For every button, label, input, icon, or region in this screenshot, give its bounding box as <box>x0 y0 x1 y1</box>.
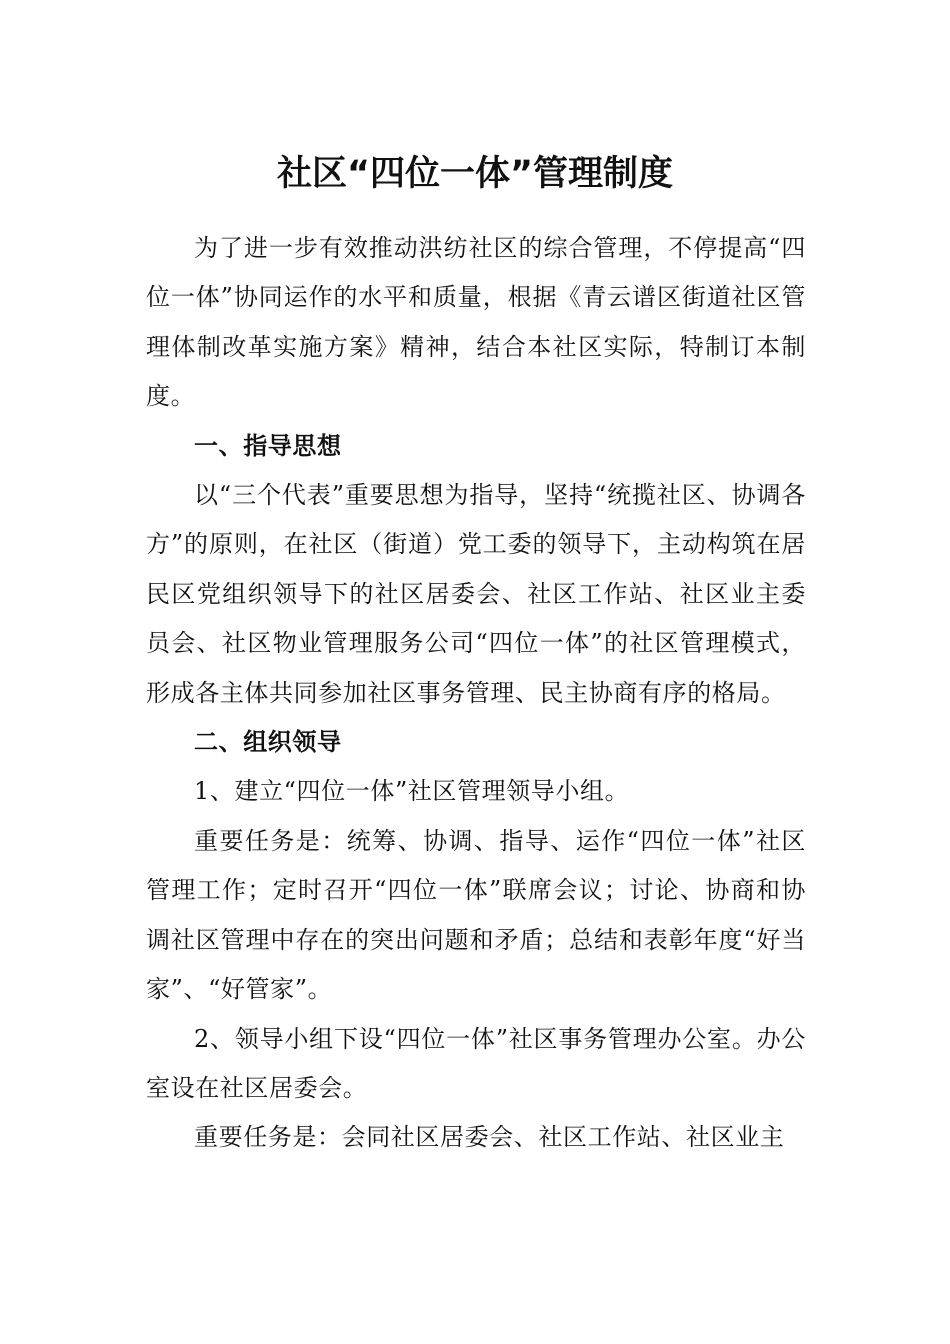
section-heading-guiding-thought: 一、指导思想 <box>194 431 342 460</box>
document-title: 社区“四位一体”管理制度 <box>276 154 673 194</box>
section-heading-organization: 二、组织领导 <box>194 728 342 757</box>
item-2-paragraph: 2、领导小组下设“四位一体”社区事务管理办公室。办公室设在社区居委会。 <box>146 1024 806 1102</box>
item-1-paragraph: 1、建立“四位一体”社区管理领导小组。 <box>194 777 630 806</box>
document-body <box>146 224 806 1163</box>
intro-paragraph: 为了进一步有效推动洪纺社区的综合管理，不停提高“四位一体”协同运作的水平和质量，根据《青云谱区街道社区管理体制改革实施方案》精神，结合本社区实际，特制订本制度。 <box>146 234 806 411</box>
item-1-tasks-paragraph: 重要任务是：统筹、协调、指导、运作“四位一体”社区管理工作；定时召开“四位一体”联席会议；讨论、协商和协调社区管理中存在的突出问题和矛盾；总结和表彰年度“好当家”、“好管家”。 <box>146 826 806 1004</box>
guiding-thought-paragraph: 以“三个代表”重要思想为指导，坚持“统揽社区、协调各方”的原则，在社区（街道）党工委的领导下，主动构筑在居民区党组织领导下的社区居委会、社区工作站、社区业主委员会、社区物业管理服务公司“四位一体”的社区管理模式，形成各主体共同参加社区事务管理、民主协商有序的格局。 <box>146 481 806 707</box>
item-2-tasks-paragraph: 重要任务是：会同社区居委会、社区工作站、社区业主 <box>194 1123 785 1152</box>
